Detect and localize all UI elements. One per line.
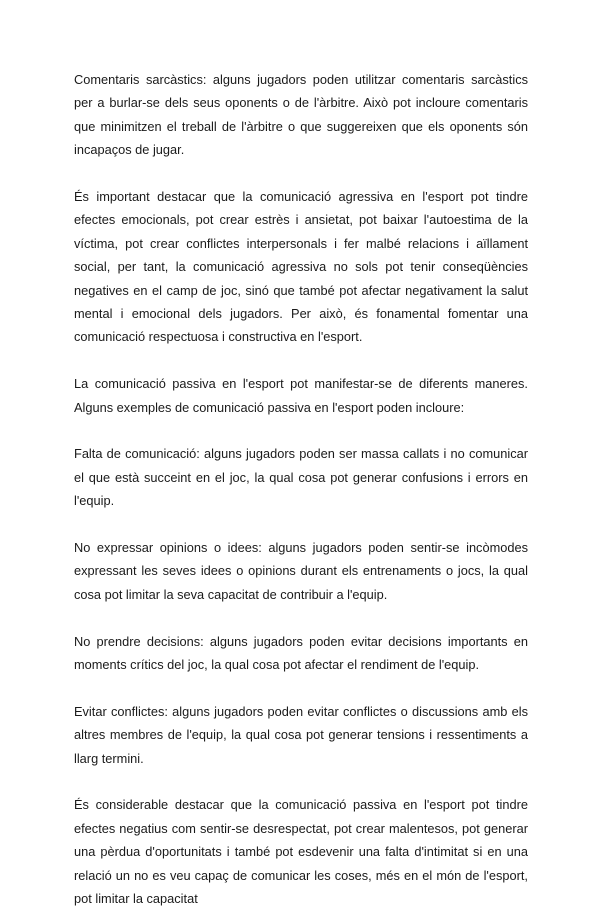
paragraph-lack-of-communication: Falta de comunicació: alguns jugadors poden ser massa callats i no comunicar el que està succeint en el joc, la qual cosa pot generar confusions i errors en l'equip. — [74, 446, 528, 509]
paragraph-passive-effects: És considerable destacar que la comunicació passiva en l'esport pot tindre efectes negatius com sentir-se desrespectat, pot crear malentesos, pot generar una pèrdua d'oportunitats i també pot esdevenir una falta d'intimitat si en una relació un no es veu capaç de comunicar les coses, més en el món de l'esport, pot limitar la capacitat — [74, 797, 528, 907]
paragraph-passive-intro: La comunicació passiva en l'esport pot manifestar-se de diferents maneres. Alguns exemples de comunicació passiva en l'esport poden incloure: — [74, 376, 528, 415]
paragraph-avoid-conflicts: Evitar conflictes: alguns jugadors poden evitar conflictes o discussions amb els altres membres de l'equip, la qual cosa pot generar tensions i ressentiments a llarg termini. — [74, 703, 528, 766]
paragraph-sarcastic-comments: Comentaris sarcàstics: alguns jugadors poden utilitzar comentaris sarcàstics per a burlar-se dels seus oponents o de l'àrbitre. Això pot incloure comentaris que minimitzen el treball de l'àrbitre o que suggereixen que els oponents són incapaços de jugar. — [74, 72, 528, 158]
paragraph-aggressive-effects: És important destacar que la comunicació agressiva en l'esport pot tindre efectes emocionals, pot crear estrès i ansietat, pot baixar l'autoestima de la víctima, pot crear conflictes interpersonals i fer malbé relacions i aïllament social, per tant, la comunicació agressiva no sols pot tenir conseqüències negatives en el camp de joc, sinó que també pot afectar negativament la salut mental i emocional dels jugadors. Per això, és fonamental fomentar una comunicació respectuosa i constructiva en l'esport. — [74, 189, 528, 345]
document-body — [74, 68, 528, 911]
paragraph-no-opinions: No expressar opinions o idees: alguns jugadors poden sentir-se incòmodes expressant les seves idees o opinions durant els entrenaments o jocs, la qual cosa pot limitar la seva capacitat de contribuir a l'equip. — [74, 540, 528, 602]
paragraph-no-decisions: No prendre decisions: alguns jugadors poden evitar decisions importants en moments crítics del joc, la qual cosa pot afectar el rendiment de l'equip. — [74, 633, 528, 673]
